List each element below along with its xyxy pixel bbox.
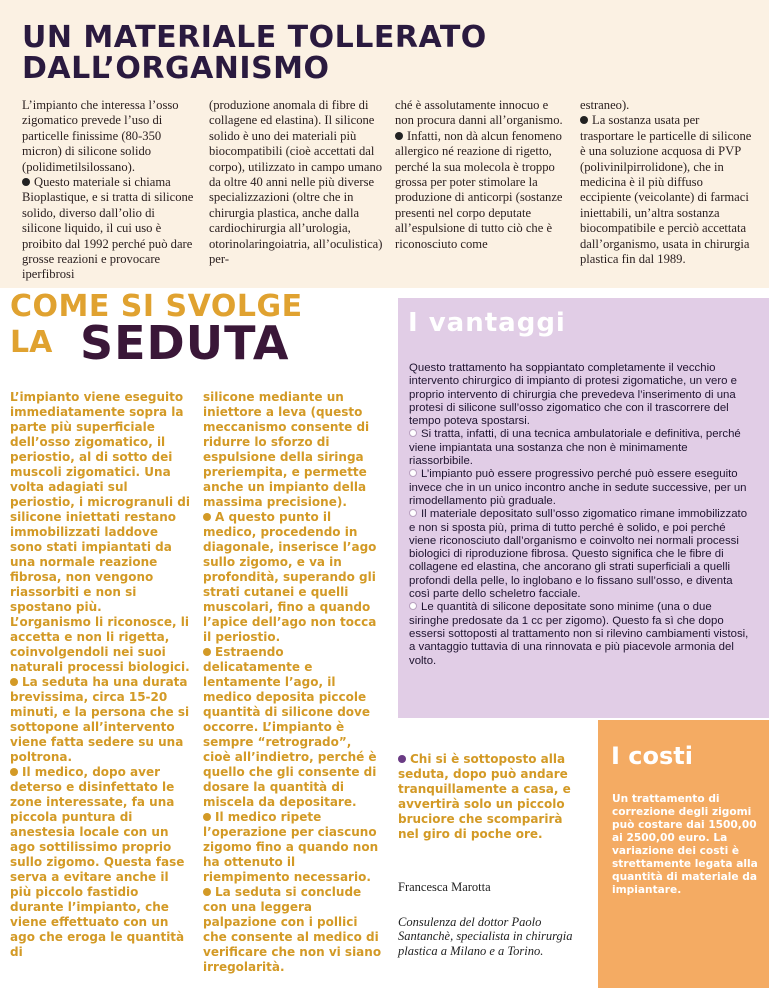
paragraph — [409, 601, 754, 667]
paragraph — [395, 98, 567, 129]
bullet-icon — [409, 509, 417, 517]
costi-text: Un trattamento di correzione degli zigomi può costare dai 1500,00 ai 2500,00 euro. La variazione dei costi è strettamente legata alla quantità di materiale da impiantare. — [612, 793, 758, 896]
paragraph-text: Questo trattamento ha soppiantato completamente il vecchio intervento chirurgico di impianto di protesi zigomatiche, un vero e proprio intervento di chirurgia che prevedeva l’inserimento di una protesi di silicone sull’osso zigomatico che con il trascorrere del tempo poteva spostarsi. — [409, 362, 737, 428]
paragraph-text: Il materiale depositato sull’osso zigomatico rimane immobilizzato e non si sposta più, prima di tutto perché è solido, e poi perché viene riconosciuto dall’organismo e coinvolto nei normali processi biologici di riproduzione fibrosa. Questo significa che le fibre di collagene ed elastina, che ancorano gli strati superficiali a quelli profondi della pelle, lo inglobano e lo fissano sull’osso, e diventa così parte dello scheletro facciale. — [409, 508, 748, 601]
intro-column-1 — [22, 98, 197, 283]
paragraph-text: La seduta ha una durata brevissima, circa 15-20 minuti, e la persona che si sottopone all’intervento viene fatta sedere su una poltrona. — [10, 675, 190, 764]
paragraph — [203, 645, 383, 810]
bullet-icon — [409, 469, 417, 477]
paragraph-text: ché è assolutamente innocuo e non procura danni all’organismo. — [395, 98, 563, 128]
paragraph-text: La sostanza usata per trasportare le particelle di silicone è una soluzione acquosa di PVP (polivinilpirrolidone), che in medicina è il più diffuso eccipiente (veicolante) di farmaci iniettabili, un’altra sostanza biocompatibile e perciò accettata dall’organismo, usata in chirurgia plastica fin dal 1989. — [580, 113, 752, 267]
paragraph-text: Si tratta, infatti, di una tecnica ambulatoriale e definitiva, perché viene impiantata una sostanza che non è minimamente riassorbibile. — [409, 428, 741, 468]
paragraph-text: Questo materiale si chiama Bioplastique, e si tratta di silicone solido, diverso dall’olio di silicone liquido, il cui uso è proibito dal 1992 perché può dare grosse reazioni e provocare iperfibrosi — [22, 175, 194, 282]
paragraph-text: Il medico, dopo aver deterso e disinfettato le zone interessate, fa una piccola puntura di anestesia locale con un ago sottilissimo proprio sullo zigomo. Questa fase serva a evitare anche il più piccolo fastidio durante l’impianto, che viene effettuato con un ago che eroga le quantità di — [10, 765, 185, 959]
paragraph — [203, 885, 383, 975]
seduta-column-3 — [398, 752, 580, 842]
paragraph — [409, 468, 754, 508]
paragraph — [10, 675, 190, 765]
bullet-icon — [10, 678, 18, 686]
paragraph — [580, 113, 752, 267]
paragraph-text: (produzione anomala di fibre di collagene ed elastina). Il silicone solido è uno dei materiali più biocompatibili (cioè accettati dal corpo), utilizzato in campo umano da oltre 40 anni nelle più diverse specializzazioni (oltre che in chirurgia plastica, anche dalla cardiochirurgia all’urologia, otorinolaringoiatria, all’oculistica) per- — [209, 98, 383, 267]
seduta-title-big: SEDUTA — [80, 316, 290, 370]
paragraph — [10, 390, 190, 615]
bullet-icon — [22, 178, 30, 186]
bullet-icon — [398, 755, 406, 763]
paragraph-text: Estraendo delicatamente e lentamente l’ago, il medico deposita piccole quantità di silicone dove occorre. L’impianto è sempre “retrogrado”, cioè all’indietro, perché è quello che gli consente di dosare la quantità di miscela da depositare. — [203, 645, 377, 809]
paragraph — [409, 508, 754, 601]
bullet-icon — [10, 768, 18, 776]
consultancy-note: Consulenza del dottor Paolo Santanchè, specialista in chirurgia plastica a Milano e a Torino. — [398, 914, 573, 958]
paragraph-text: La seduta si conclude con una leggera palpazione con i pollici che consente al medico di verificare che non vi siano irregolarità. — [203, 885, 382, 974]
bullet-icon — [409, 429, 417, 437]
paragraph-text: silicone mediante un iniettore a leva (questo meccanismo consente di ridurre lo sforzo di espulsione della siringa preriempita, e permette anche un impianto della massima precisione). — [203, 390, 370, 509]
author-name: Francesca Marotta — [398, 880, 491, 894]
paragraph-text: Infatti, non dà alcun fenomeno allergico né reazione di rigetto, perché la sua molecola è troppo grossa per poter stimolare la produzione di anticorpi (sostanze presenti nel corpo deputate all’espulsione di tutto ciò che è riconosciuto come — [395, 128, 563, 251]
paragraph — [22, 98, 197, 175]
headline: UN MATERIALE TOLLERATO DALL’ORGANISMO — [22, 20, 487, 86]
paragraph-text: A questo punto il medico, procedendo in diagonale, inserisce l’ago sullo zigomo, e va in profondità, superando gli strati cutanei e quelli muscolari, fino a quando l’apice dell’ago non tocca il periostio. — [203, 510, 377, 644]
paragraph-text: Il medico ripete l’operazione per ciascuno zigomo fino a quando non ha ottenuto il riempimento necessario. — [203, 810, 379, 884]
paragraph — [203, 810, 383, 885]
seduta-title-line1: COME SI SVOLGE — [10, 289, 303, 324]
paragraph-text: Chi si è sottoposto alla seduta, dopo può andare tranquillamente a casa, e avvertirà solo un piccolo bruciore che scomparirà nel giro di poche ore. — [398, 752, 571, 841]
bullet-icon — [203, 513, 211, 521]
seduta-column-1 — [10, 390, 190, 960]
bullet-icon — [203, 648, 211, 656]
paragraph — [203, 510, 383, 645]
paragraph-text: estraneo). — [580, 98, 630, 112]
vantaggi-title: I vantaggi — [408, 308, 566, 338]
costi-title: I costi — [611, 742, 693, 770]
bullet-icon — [203, 813, 211, 821]
seduta-title-la: LA — [10, 325, 53, 360]
paragraph-text: L’organismo li riconosce, li accetta e non li rigetta, coinvolgendoli nei suoi naturali processi biologici. — [10, 615, 190, 674]
bullet-icon — [409, 602, 417, 610]
paragraph-text: L’impianto viene eseguito immediatamente sopra la parte più superficiale dell’osso zigomatico, il periostio, al di sotto dei muscoli zigomatici. Una volta adagiati sul periostio, i microgranuli di silicone iniettati restano immobilizzati laddove sono stati impiantati da una normale reazione fibrosa, non vengono riassorbiti e non si spostano più. — [10, 390, 190, 614]
bullet-icon — [395, 132, 403, 140]
paragraph — [22, 175, 197, 283]
paragraph — [395, 129, 567, 252]
paragraph-text: Le quantità di silicone depositate sono minime (una o due siringhe predosate da 1 cc per zigomo). Questo fa sì che dopo essersi sottoposti al trattamento non si rilevino cambiamenti vistosi, a vantaggio tuttavia di una rinnovata e più piacevole armonia del volto. — [409, 601, 749, 667]
paragraph — [398, 752, 580, 842]
intro-column-3 — [395, 98, 567, 252]
bullet-icon — [580, 116, 588, 124]
paragraph-text: L’impianto può essere progressivo perché può essere eseguito invece che in un unico incontro anche in sedute successive, per un rimodellamento più graduale. — [409, 468, 747, 507]
paragraph — [209, 98, 383, 267]
paragraph — [409, 428, 754, 468]
paragraph — [580, 98, 752, 113]
paragraph — [10, 615, 190, 675]
seduta-column-2 — [203, 390, 383, 975]
credits — [398, 880, 598, 958]
paragraph — [203, 390, 383, 510]
paragraph — [409, 362, 754, 428]
paragraph-text: L’impianto che interessa l’osso zigomatico prevede l’uso di particelle finissime (80-350 micron) di silicone solido (polidimetilsilossano). — [22, 98, 179, 174]
vantaggi-text — [409, 362, 754, 668]
paragraph — [10, 765, 190, 960]
bullet-icon — [203, 888, 211, 896]
intro-column-2 — [209, 98, 383, 267]
intro-column-4 — [580, 98, 752, 267]
